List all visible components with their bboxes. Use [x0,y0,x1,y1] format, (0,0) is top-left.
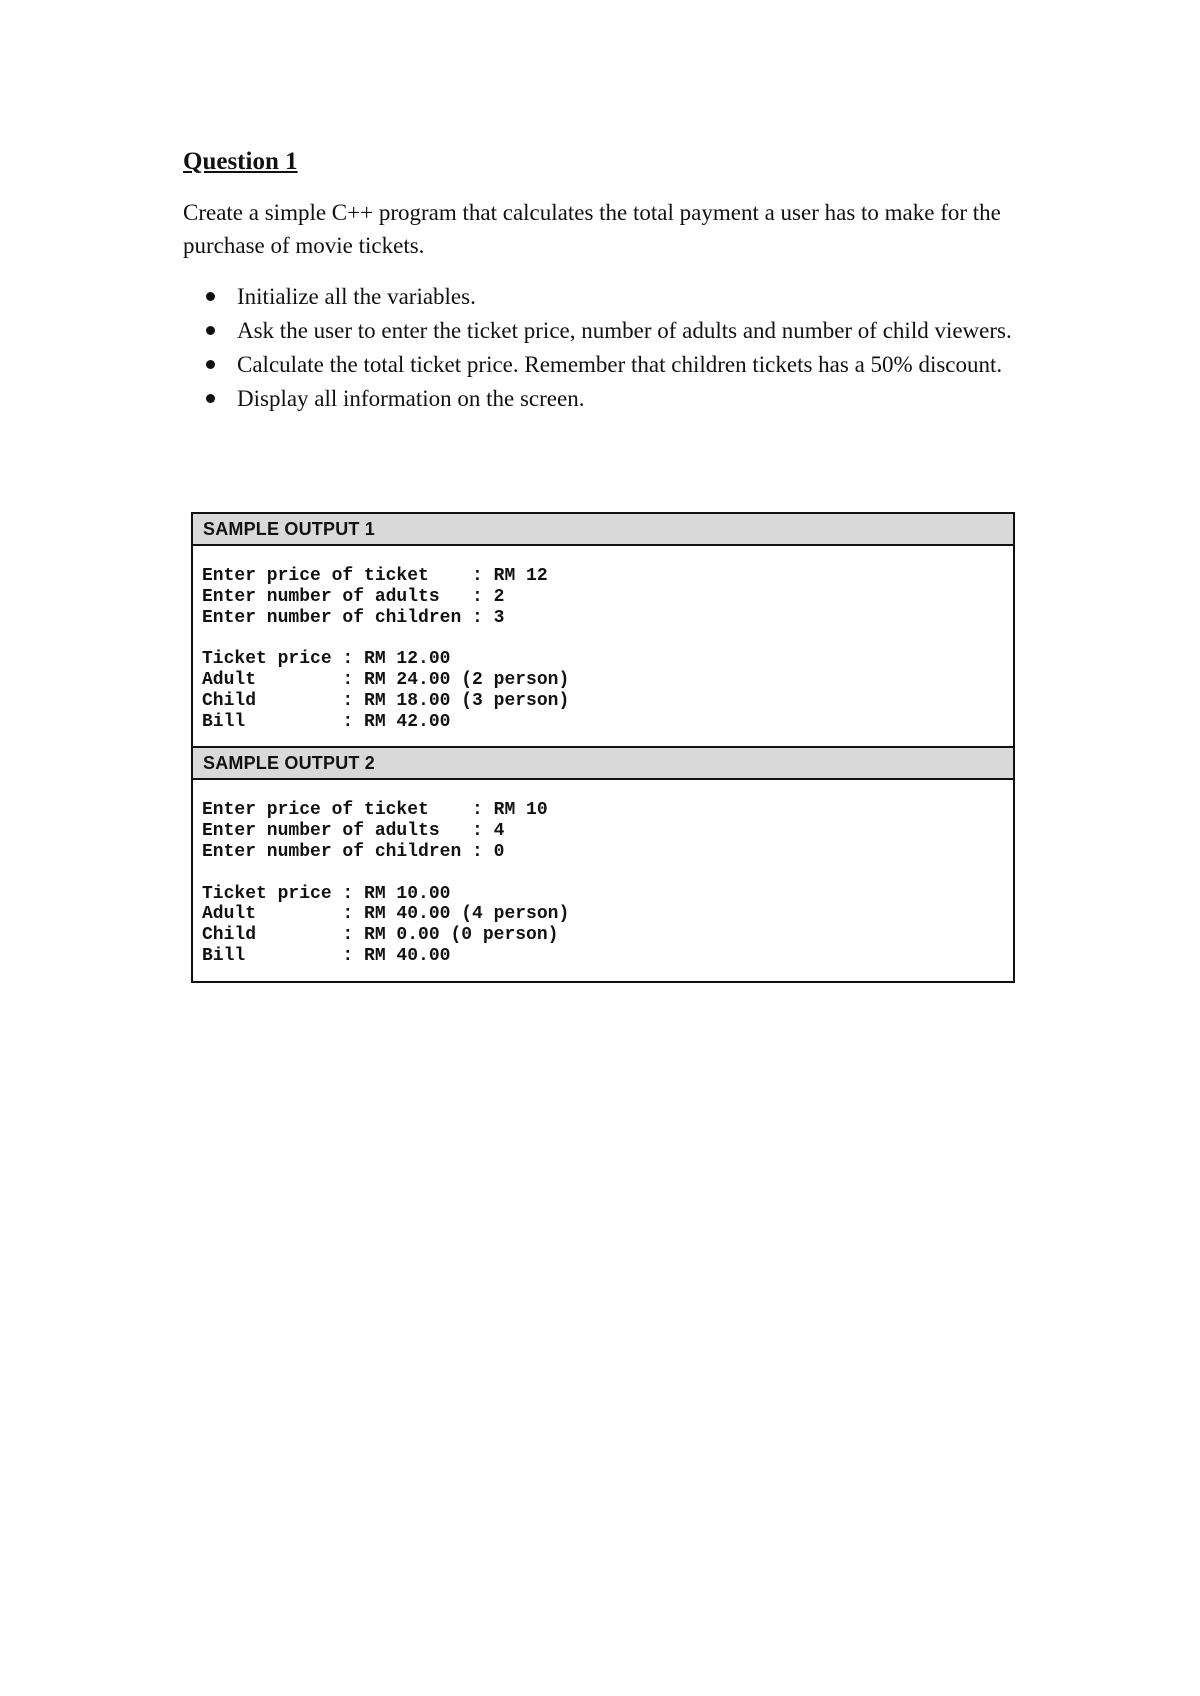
bullet-icon [206,292,215,301]
requirement-text: Calculate the total ticket price. Remember that children tickets has a 50% discount. [237,352,1003,377]
code-line: Bill : RM 42.00 [202,711,451,732]
code-line: Enter price of ticket : RM 10 [202,800,548,821]
question-intro: Create a simple C++ program that calculates the total payment a user has to make for the purchase of movie tickets. [183,200,1001,258]
sample-output-2-body [193,780,1013,980]
sample-output-1-header: SAMPLE OUTPUT 1 [193,514,1013,546]
requirement-item [237,281,1027,313]
requirement-item [237,383,1027,415]
code-line: Adult : RM 24.00 (2 person) [202,669,570,690]
requirement-text: Ask the user to enter the ticket price, number of adults and number of child viewers. [237,318,1012,343]
code-line: Enter number of adults : 4 [202,821,505,842]
code-line: Enter number of adults : 2 [202,586,505,607]
code-line: Child : RM 0.00 (0 person) [202,925,559,946]
sample-output-2-header: SAMPLE OUTPUT 2 [193,746,1013,780]
code-line: Adult : RM 40.00 (4 person) [202,904,570,925]
code-line: Ticket price : RM 10.00 [202,883,451,904]
requirement-text: Initialize all the variables. [237,284,476,309]
blank-line [202,628,1003,649]
code-line: Bill : RM 40.00 [202,945,451,966]
bullet-icon [206,360,215,369]
sample-output-1-body [193,546,1013,746]
code-line: Enter price of ticket : RM 12 [202,566,548,586]
code-line: Enter number of children : 3 [202,607,505,628]
code-line: Enter number of children : 0 [202,841,505,862]
blank-line [202,863,1003,884]
question-title: Question 1 [183,148,298,175]
requirement-text: Display all information on the screen. [237,386,585,411]
sample-output-table [191,512,1015,983]
code-line: Child : RM 18.00 (3 person) [202,690,570,711]
bullet-icon [206,394,215,403]
requirement-item [237,315,1027,347]
code-line: Ticket price : RM 12.00 [202,649,451,670]
bullet-icon [206,326,215,335]
requirements-list [237,281,1027,417]
requirement-item [237,349,1027,381]
